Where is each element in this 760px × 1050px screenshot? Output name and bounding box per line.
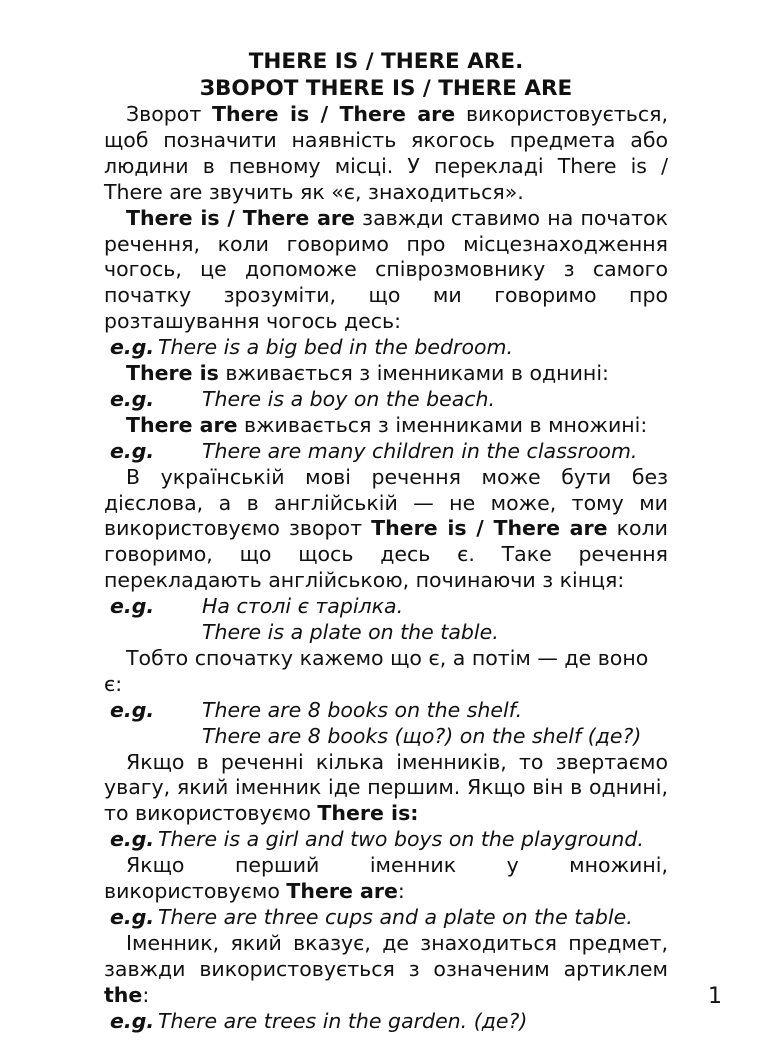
page-subtitle: ЗВОРОТ THERE IS / THERE ARE (199, 76, 573, 101)
paragraph-first-plural: Якщо перший іменник у множині, використовуємо There are: (104, 853, 668, 904)
example-text: There is a boy on the beach. (202, 386, 496, 411)
example-label: e.g. (110, 697, 155, 722)
example-label: e.g. (110, 1008, 155, 1033)
example-3 (104, 439, 668, 465)
example-text: There is a plate on the table. (202, 620, 499, 645)
example-text: There is a girl and two boys on the playground. (158, 827, 644, 852)
example-label: e.g. (110, 335, 155, 360)
paragraph-plural: There are вживається з іменниками в множині: (126, 412, 648, 437)
example-label: e.g. (110, 386, 155, 411)
page-number: 1 (708, 984, 722, 1009)
paragraph-order: Тобто спочатку кажемо що є, а потім — де воно є: (104, 645, 649, 696)
example-5-annotated (104, 724, 668, 750)
paragraph-article: Іменник, який вказує, де знаходиться предмет, завжди використовується з означеним артиклем the: (104, 930, 668, 1007)
example-7 (104, 905, 668, 931)
example-text: There are 8 books on the shelf. (202, 697, 523, 722)
paragraph-several-nouns: Якщо в реченні кілька іменників, то звертаємо увагу, який іменник іде першим. Якщо він в однині, то використовуємо There is: (104, 749, 668, 826)
example-label: e.g. (110, 904, 155, 929)
paragraph-intro: Зворот There is / There are використовується, щоб позначити наявність якогось предмета або людини в певному місці. У перекладі There is / There are звучить як «є, знаходиться». (104, 102, 669, 204)
example-label: e.g. (110, 438, 155, 463)
paragraph-position: There is / There are завжди ставимо на початок речення, коли говоримо про місцезнаходження чогось, це допоможе співрозмовнику з самого початку зрозуміти, що ми говоримо про розташування чогось десь: (104, 205, 668, 334)
example-text: There are many children in the classroom. (202, 438, 638, 463)
example-8 (104, 1009, 668, 1035)
example-text: There is a big bed in the bedroom. (158, 335, 514, 360)
example-5 (104, 698, 668, 724)
paragraph-translation: В українській мові речення може бути без дієслова, а в англійській — не може, тому ми використовуємо зворот There is / There are коли говоримо, що щось десь є. Таке речення перекладають англійською, починаючи з кінця: (104, 464, 668, 593)
page-title: THERE IS / THERE ARE. (248, 49, 524, 74)
example-label: e.g. (110, 827, 155, 852)
example-text: There are three cups and a plate on the table. (158, 904, 633, 929)
example-4 (104, 594, 668, 620)
paragraph-singular: There is вживається з іменниками в однині: (126, 361, 609, 386)
page-content (104, 48, 668, 1034)
example-1 (104, 335, 668, 361)
example-4-translation (104, 620, 668, 646)
example-2 (104, 387, 668, 413)
example-6 (104, 827, 668, 853)
example-text: There are trees in the garden. (де?) (158, 1008, 528, 1033)
example-label: e.g. (110, 594, 155, 619)
example-text: There are 8 books (що?) on the shelf (де?) (202, 723, 642, 748)
example-text: На столі є тарілка. (202, 594, 404, 619)
